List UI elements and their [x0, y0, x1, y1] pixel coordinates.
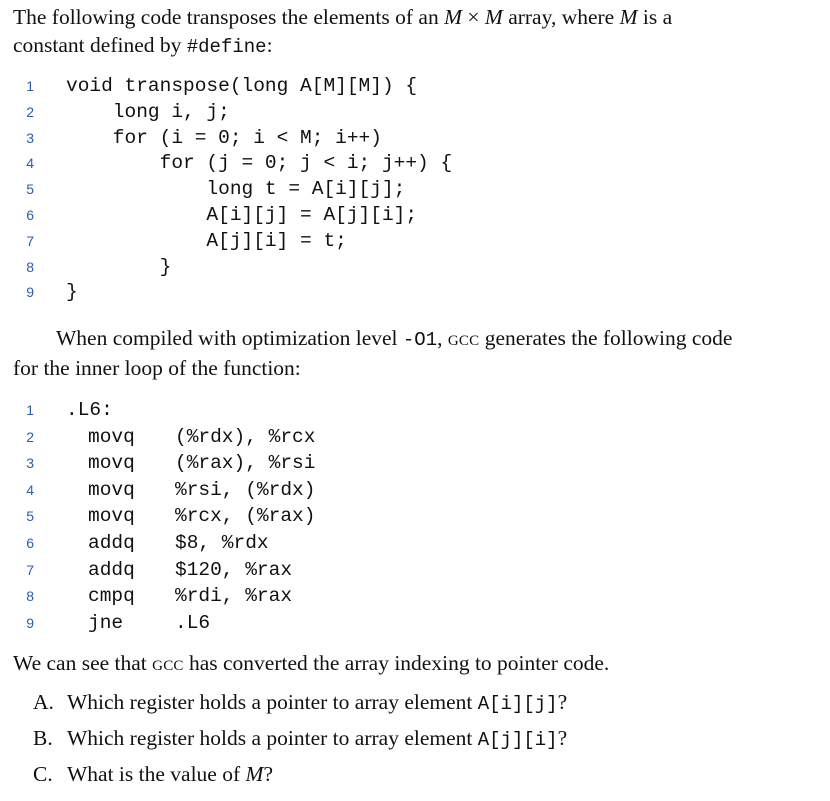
line-number: 2 [26, 103, 34, 120]
asm-label-line [0, 397, 830, 423]
asm-operands: $120, %rax [175, 558, 293, 581]
intro-text: array, where [502, 5, 620, 29]
asm-instruction: jne [88, 611, 124, 634]
line-number: 7 [26, 561, 34, 578]
line-number: 5 [26, 181, 34, 198]
intro-text: is a [637, 5, 673, 29]
code-text: long t = A[i][j]; [66, 178, 406, 201]
array-element-code: A[j][i] [477, 729, 558, 751]
code-text: for (j = 0; j < i; j++) { [66, 152, 453, 175]
line-number: 5 [26, 508, 34, 525]
line-number: 9 [26, 284, 34, 301]
code-line [0, 125, 830, 151]
code-line [0, 150, 830, 176]
asm-instruction: addq [88, 558, 135, 581]
question-letter: A. [33, 690, 54, 714]
asm-operands: (%rdx), %rcx [175, 425, 316, 448]
compile-line-1 [13, 324, 818, 354]
line-number: 7 [26, 232, 34, 249]
code-text: } [66, 255, 172, 278]
asm-line [0, 477, 830, 503]
variable-m: M [484, 5, 503, 29]
asm-line [0, 503, 830, 529]
code-text: void transpose(long A[M][M]) { [66, 75, 418, 97]
asm-line [0, 424, 830, 450]
asm-operands: $8, %rdx [175, 532, 269, 554]
compile-text: generates the following code [479, 326, 733, 350]
conclusion-text: We can see that [13, 651, 153, 675]
intro-text: constant defined by [13, 33, 187, 57]
times-symbol: × [462, 5, 485, 29]
question-letter: B. [33, 726, 53, 750]
compile-text: When compiled with optimization level [56, 326, 403, 350]
asm-instruction: movq [88, 425, 135, 448]
asm-line [0, 530, 830, 556]
code-text: for (i = 0; i < M; i++) [66, 126, 382, 149]
line-number: 4 [26, 481, 34, 498]
code-line [0, 254, 830, 280]
question-a [33, 688, 567, 718]
conclusion-paragraph [13, 649, 818, 677]
asm-instruction: addq [88, 532, 135, 554]
code-line [0, 279, 830, 305]
asm-operands: %rdi, %rax [175, 585, 293, 608]
variable-m: M [245, 762, 264, 786]
optimization-flag: -O1 [402, 329, 438, 351]
question-mark: ? [263, 762, 273, 786]
compile-text: for the inner loop of the function: [13, 356, 301, 380]
asm-operands: (%rax), %rsi [175, 452, 316, 475]
asm-label: .L6: [66, 399, 113, 421]
intro-text: The following code transposes the elements of an [13, 5, 445, 29]
define-keyword: #define [186, 36, 267, 58]
asm-line [0, 557, 830, 583]
gcc-name: gcc [152, 651, 184, 675]
intro-line-1 [13, 3, 818, 31]
line-number: 6 [26, 207, 34, 223]
asm-operands: %rcx, (%rax) [175, 505, 316, 528]
asm-line [0, 450, 830, 476]
asm-operands: .L6 [175, 611, 211, 634]
variable-m: M [444, 5, 462, 29]
asm-line [0, 583, 830, 609]
conclusion-text: has converted the array indexing to pointer code. [183, 651, 610, 675]
line-number: 3 [26, 455, 34, 472]
code-line [0, 99, 830, 125]
asm-instruction: cmpq [88, 585, 135, 608]
line-number: 3 [26, 129, 34, 146]
intro-paragraph [13, 3, 818, 61]
compile-line-2 [13, 354, 818, 382]
line-number: 8 [26, 588, 34, 605]
intro-line-2 [13, 31, 818, 61]
line-number: 9 [26, 614, 34, 631]
question-letter: C. [33, 762, 53, 786]
gcc-name: gcc [447, 326, 480, 350]
line-number: 6 [26, 535, 34, 551]
question-text: What is the value of [67, 762, 246, 786]
question-mark: ? [557, 690, 568, 714]
asm-instruction: movq [88, 452, 135, 475]
line-number: 2 [26, 428, 34, 445]
code-text: long i, j; [66, 100, 230, 123]
asm-operands: %rsi, (%rdx) [175, 478, 316, 501]
code-line [0, 176, 830, 202]
asm-line [0, 610, 830, 636]
code-text: } [66, 281, 78, 304]
question-b [33, 724, 567, 754]
question-c [33, 760, 273, 788]
question-mark: ? [557, 726, 568, 750]
compile-text: , [437, 326, 448, 350]
code-line [0, 73, 830, 99]
variable-m: M [619, 5, 638, 29]
line-number: 8 [26, 258, 34, 275]
asm-instruction: movq [88, 478, 135, 501]
line-number: 1 [26, 78, 34, 94]
code-line [0, 228, 830, 254]
code-line [0, 202, 830, 228]
asm-instruction: movq [88, 505, 135, 528]
code-text: A[j][i] = t; [66, 229, 347, 252]
line-number: 4 [26, 155, 34, 172]
array-element-code: A[i][j] [477, 693, 558, 715]
question-text: Which register holds a pointer to array element [67, 726, 478, 750]
question-text: Which register holds a pointer to array element [67, 690, 478, 714]
code-text: A[i][j] = A[j][i]; [66, 204, 418, 226]
line-number: 1 [26, 402, 34, 418]
intro-text: : [266, 33, 273, 57]
compile-paragraph [13, 324, 818, 382]
